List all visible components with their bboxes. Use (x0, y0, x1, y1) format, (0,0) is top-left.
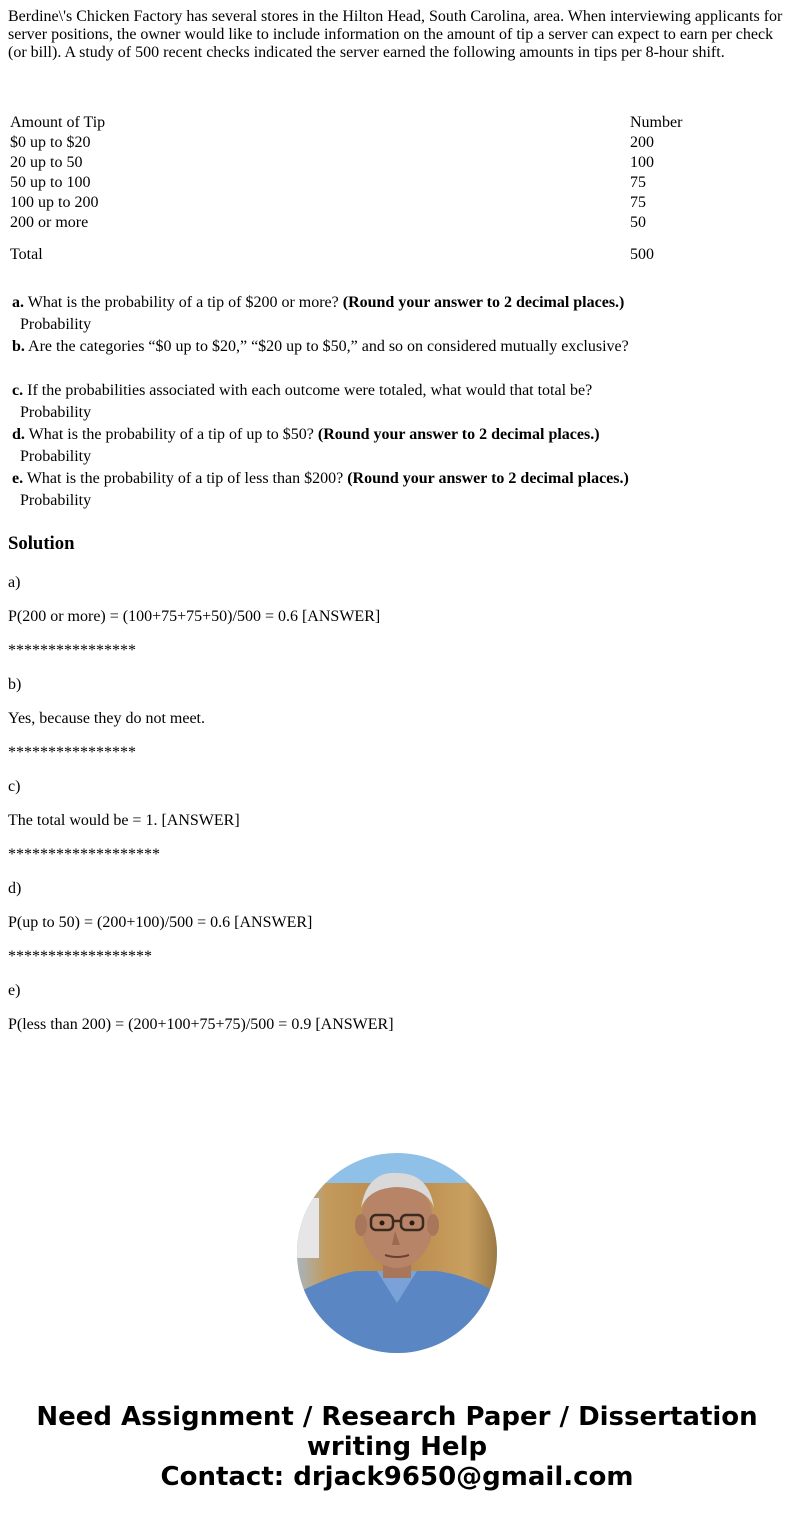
total-label: Total (10, 246, 43, 263)
answer-blank (12, 358, 752, 380)
table-row (10, 134, 786, 152)
solution-c-text: The total would be = 1. [ANSWER] (8, 812, 240, 829)
solution-separator: **************** (8, 642, 136, 659)
solution-separator: **************** (8, 744, 136, 761)
table-header-row (10, 114, 786, 132)
footer-line-2: writing Help (306, 1432, 488, 1462)
spacer-cell (10, 234, 628, 244)
footer-line-1: Need Assignment / Research Paper / Dissertation (36, 1402, 758, 1432)
question-letter: d. (12, 426, 25, 443)
question-c (12, 380, 752, 402)
solution-d-text: P(up to 50) = (200+100)/500 = 0.6 [ANSWER] (8, 914, 313, 931)
question-letter: e. (12, 470, 24, 487)
question-d (12, 424, 752, 446)
probability-label: Probability (20, 316, 92, 333)
row-number: 75 (630, 174, 646, 191)
avatar-portrait (297, 1153, 497, 1353)
question-note: (Round your answer to 2 decimal places.) (347, 470, 629, 487)
question-list (12, 292, 752, 512)
table-row (10, 194, 786, 212)
solution-b-label: b) (8, 676, 22, 693)
question-note: (Round your answer to 2 decimal places.) (317, 426, 600, 443)
row-amount: 100 up to 200 (10, 194, 99, 211)
question-letter: c. (12, 382, 24, 399)
solution-a-text: P(200 or more) = (100+75+75+50)/500 = 0.6 [ANSWER] (8, 608, 381, 625)
probability-label: Probability (20, 448, 92, 465)
row-number: 100 (630, 154, 654, 171)
solution-title: Solution (8, 533, 75, 554)
solution-separator: ******************* (8, 846, 160, 863)
row-amount: $0 up to $20 (10, 134, 91, 151)
question-text: If the probabilities associated with each outcome were totaled, what would that total be? (27, 382, 593, 399)
row-amount: 200 or more (10, 214, 89, 231)
question-a (12, 292, 752, 314)
table-row (10, 214, 786, 232)
question-letter: a. (12, 294, 24, 311)
row-number: 200 (630, 134, 654, 151)
row-amount: 20 up to 50 (10, 154, 83, 171)
total-value: 500 (630, 246, 654, 263)
footer-promo (0, 1402, 794, 1492)
header-amount: Amount of Tip (10, 114, 106, 131)
solution-d-label: d) (8, 880, 22, 897)
question-text: Are the categories “$0 up to $20,” “$20 up to $50,” and so on considered mutually exclusive? (28, 338, 629, 355)
row-number: 75 (630, 194, 646, 211)
solution-b-text: Yes, because they do not meet. (8, 710, 205, 727)
solution-separator: ****************** (8, 948, 152, 965)
table-spacer-row (10, 234, 786, 244)
solution-e-label: e) (8, 982, 21, 999)
spacer-cell (630, 234, 786, 244)
question-text: What is the probability of a tip of up to $50? (28, 426, 318, 443)
header-number: Number (630, 114, 683, 131)
table-total-row (10, 246, 786, 264)
row-amount: 50 up to 100 (10, 174, 91, 191)
question-text: What is the probability of a tip of less than $200? (26, 470, 348, 487)
row-number: 50 (630, 214, 646, 231)
question-b (12, 336, 752, 358)
probability-label: Probability (20, 492, 92, 509)
solution-a-label: a) (8, 574, 21, 591)
probability-label: Probability (20, 404, 92, 421)
table-row (10, 154, 786, 172)
footer-contact: Contact: drjack9650@gmail.com (160, 1462, 634, 1492)
question-note: (Round your answer to 2 decimal places.) (342, 294, 625, 311)
solution-c-label: c) (8, 778, 21, 795)
problem-intro: Berdine\'s Chicken Factory has several stores in the Hilton Head, South Carolina, area. When interviewing applicants for server positions, the owner would like to include information on the amount of tip a server can expect to earn per check (or bill). A study of 500 recent checks indicated the server earned the following amounts in tips per 8-hour shift. (8, 8, 783, 61)
table-row (10, 174, 786, 192)
question-letter: b. (12, 338, 25, 355)
solution-e-text: P(less than 200) = (200+100+75+75)/500 = 0.9 [ANSWER] (8, 1016, 394, 1033)
question-e (12, 468, 752, 490)
question-text: What is the probability of a tip of $200 or more? (27, 294, 343, 311)
tip-table (8, 112, 788, 266)
author-avatar (297, 1153, 497, 1353)
